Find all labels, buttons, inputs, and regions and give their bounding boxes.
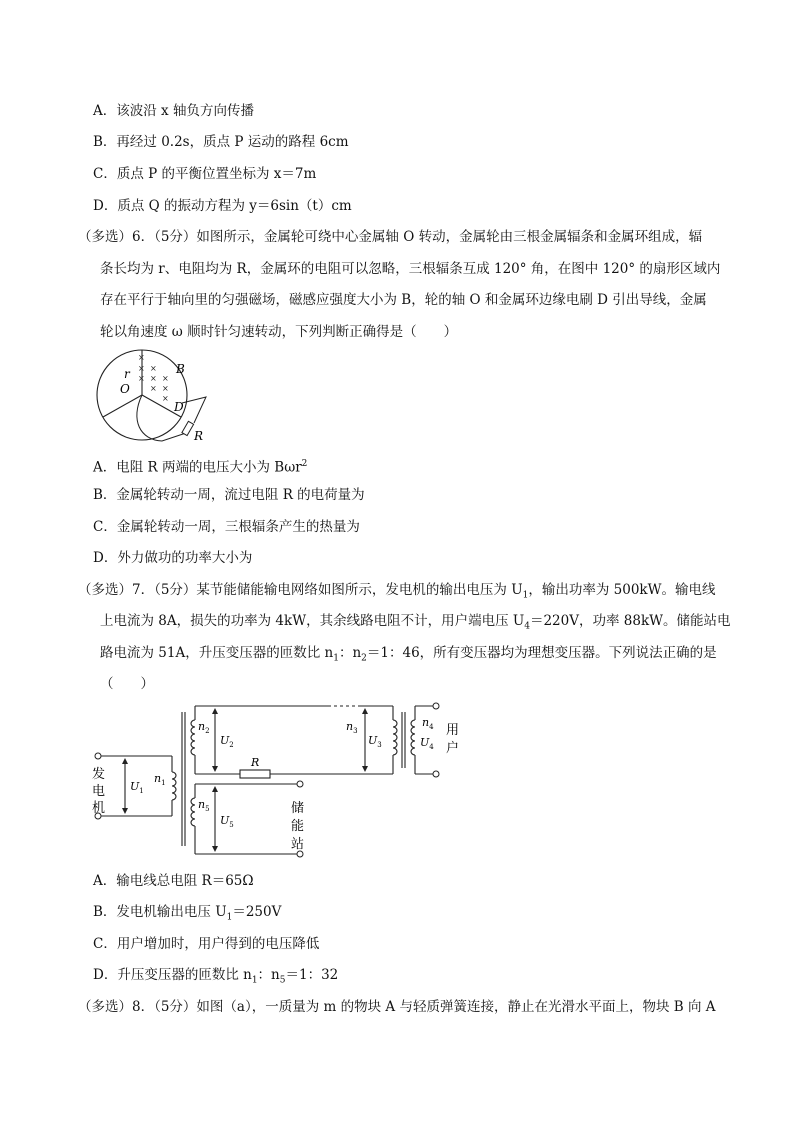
svg-text:×: × xyxy=(138,364,145,373)
resistor-r xyxy=(182,421,194,435)
q7-option-c: C．用户增加时，用户得到的电压降低 xyxy=(93,936,320,952)
svg-text:能: 能 xyxy=(291,819,305,834)
svg-text:×: × xyxy=(150,374,157,383)
q8-stem-line-1: （多选）8．（5分）如图（a），一质量为 m 的物块 A 与轻质弹簧连接，静止在光滑水平面上，物块 B 向 A xyxy=(78,999,716,1015)
q5-option-d: D．质点 Q 的振动方程为 y＝6sin（t）cm xyxy=(93,198,352,214)
q6-wheel-figure xyxy=(90,345,225,445)
svg-text:n2: $n_2$ xyxy=(198,720,210,735)
q6-option-a: A．电阻 R 两端的电压大小为 Bωr$^2$ xyxy=(93,459,308,476)
q6-stem-line-1: （多选）6．（5分）如图所示，金属轮可绕中心金属轴 O 转动，金属轮由三根金属辐条和金属环组成，辐 xyxy=(78,229,703,245)
svg-text:R: R xyxy=(251,756,260,769)
label-o: O xyxy=(120,382,130,396)
svg-text:×: × xyxy=(150,364,157,373)
q5-option-a: A．该波沿 x 轴负方向传播 xyxy=(93,103,254,119)
svg-text:×: × xyxy=(150,384,157,393)
q5-option-b: B．再经过 0.2s，质点 P 运动的路程 6cm xyxy=(93,134,349,150)
svg-text:站: 站 xyxy=(291,837,305,852)
svg-text:n1: $n_1$ xyxy=(154,772,166,787)
q7-circuit-figure xyxy=(88,698,468,864)
q6-stem-line-3: 存在平行于轴向里的匀强磁场，磁感应强度大小为 B，轮的轴 O 和金属环边缘电刷 D 引出导线，金属 xyxy=(100,292,707,308)
q6-stem-line-4: 轮以角速度 ω 顺时针匀速转动，下列判断正确得是（ ） xyxy=(100,324,458,340)
q7-option-d: D．升压变压器的匝数比 $n_1$：$n_5=1$：32 xyxy=(93,967,339,986)
svg-text:n3: $n_3$ xyxy=(346,720,358,735)
q6-option-b: B．金属轮转动一周，流过电阻 R 的电荷量为 xyxy=(93,487,365,503)
svg-text:×: × xyxy=(162,374,169,383)
svg-text:U2: $U_2$ xyxy=(220,734,234,749)
q7-stem-line-1: （多选）7．（5分）某节能储能输电网络如图所示，发电机的输出电压为 $U_1$，输出功率为 500kW。输电线 xyxy=(78,582,716,601)
svg-text:U1: $U_1$ xyxy=(130,780,144,795)
q7-stem-line-2: 上电流为 8A，损失的功率为 4kW，其余线路电阻不计，用户端电压 $U_4=220V$，功率 88kW。储能站电 xyxy=(100,613,731,632)
svg-text:n5: $n_5$ xyxy=(198,798,210,813)
circuit-text-labels xyxy=(92,723,459,852)
q6-stem-line-2: 条长均为 r、电阻均为 R，金属环的电阻可以忽略，三根辐条互成 120° 角，在图中 120° 的扇形区域内 xyxy=(100,261,721,277)
svg-text:U4: $U_4$ xyxy=(420,736,434,751)
svg-text:用: 用 xyxy=(446,723,460,738)
svg-text:U3: $U_3$ xyxy=(368,734,382,749)
q7-option-b: B．发电机输出电压 $U_1=250V$ xyxy=(93,904,282,923)
svg-text:×: × xyxy=(162,394,169,403)
svg-text:×: × xyxy=(138,374,145,383)
svg-text:U5: $U_5$ xyxy=(220,814,234,829)
q6-option-c: C．金属轮转动一周，三根辐条产生的热量为 xyxy=(93,519,360,535)
svg-text:×: × xyxy=(138,353,145,362)
label-resistor: R xyxy=(194,429,204,443)
svg-text:机: 机 xyxy=(92,801,106,816)
label-b: B xyxy=(176,362,185,376)
svg-text:×: × xyxy=(162,384,169,393)
circuit-symbol-labels xyxy=(130,716,434,829)
q7-stem-line-4: （ ） xyxy=(100,676,154,692)
q6-option-d: D．外力做功的功率大小为 xyxy=(93,550,253,566)
svg-text:发: 发 xyxy=(92,767,106,782)
svg-text:户: 户 xyxy=(446,741,460,756)
q7-option-a: A．输电线总电阻 R＝65Ω xyxy=(93,873,254,889)
q7-stem-line-3: 路电流为 51A，升压变压器的匝数比 $n_1$：$n_2=1$：46，所有变压器均为理想变压器。下列说法正确的是 xyxy=(100,645,717,664)
label-d: D xyxy=(174,400,184,414)
label-r: r xyxy=(124,367,130,381)
svg-text:电: 电 xyxy=(92,784,106,799)
svg-text:n4: $n_4$ xyxy=(422,716,434,731)
svg-text:储: 储 xyxy=(291,801,305,816)
q5-option-c: C．质点 P 的平衡位置坐标为 x＝7m xyxy=(93,166,317,182)
